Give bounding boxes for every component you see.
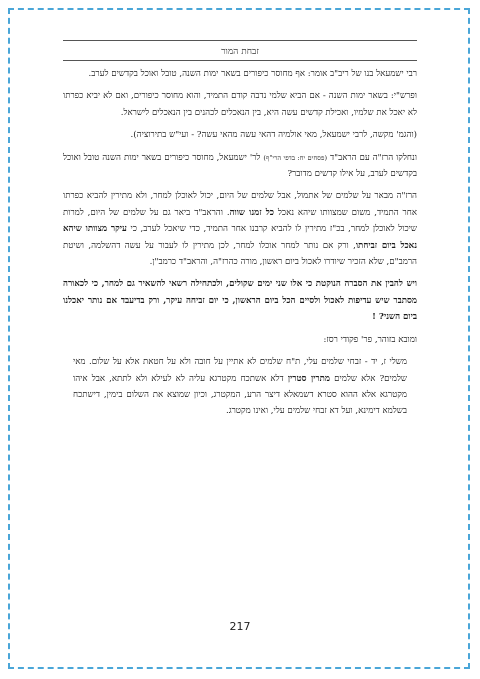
page-number: 217 xyxy=(229,620,251,633)
header-rule-top xyxy=(63,40,417,41)
paragraph-6 xyxy=(63,276,417,325)
zohar-quote xyxy=(63,354,417,420)
header-rule-bottom xyxy=(63,60,417,61)
quote-bold: מתרין סטרין xyxy=(287,373,330,384)
paragraph-4-text-a: ונחלקו הרז"ה עם הראב"ד xyxy=(327,152,418,163)
paragraph-5-text-a: הרז"ה מבאר על שלמים של אתמול, אבל שלמים של היום, יכול לאוכלן למחר, ולא מתירין להביא כפרתו אחר התמיד, משום שמצוותו שיהא נאכל xyxy=(63,191,417,218)
quote-text-a: משלי ז, יד - זבחי שלמים עלי, ת"ח שלמים לא אתיין על חובה ולא על חטאת אלא על שלום. מאי שלמים? אלא שלמים xyxy=(73,357,407,384)
source-citation: (פסחים יח: בדפי הרי"ף) xyxy=(263,153,328,162)
paragraph-1: רבי ישמעאל בנו של ריב"ב אומר: אף מחוסר כיפורים בשאר ימות השנה, טובל ואוכל בקדשים לערב. xyxy=(88,69,417,79)
paragraph-4-text-b: לר' ישמעאל, מחוסר כיפורים בשאר ימות השנה טובל ואוכל בקדשים לערב, על אילו קדשים מדובר? xyxy=(63,152,417,180)
document-body xyxy=(63,66,417,426)
paragraph-5-bold-1: כל זמנו שווה xyxy=(229,207,274,218)
paragraph-6-bold: ויש להבין את הסברה הנוקטת כי אלו שני ימים שקולים, ולכתחילה רשאי להשאיר גם למחר, כי לכאורה מסתבר שיש עדיפות לאכול ולסיים הכל ביום הראשון, כי יום זביחה עיקר, ורק בדיעבד אם נותר יאכלנו ביום השני? ! xyxy=(63,279,417,323)
paragraph-3: (והגמ' מקשה, לרבי ישמעאל, מאי אולמיה דהאי עשה מהאי עשה? - ועי"ש בתירוציה). xyxy=(130,130,417,141)
paragraph-2: ופרש"י: בשאר ימות השנה - אם הביא שלמי נדבה קודם התמיד, והוא מחוסר כיפורים, ואם לא יביא כפרתו לא יאכל את שלמיו, ואכילת קדשים עשה היא, בין הנאכלים לכהנים בין הנאכלים לישראל. xyxy=(63,91,417,118)
page-header-title: זבחת המור xyxy=(221,47,259,57)
paragraph-5-bold-2: עיקר מצוותו שיהא נאכל ביום זביחתו xyxy=(63,224,417,251)
paragraph-5-text-b: . והראב"ד ביאר גם על שלמים של היום, למרות שיכול לאוכלן למחר, בכ"ז מתירין לו להביא קרבנו אחר התמיד, כדי שיאכל לערב, כי xyxy=(63,207,418,235)
paragraph-5 xyxy=(63,188,417,270)
paragraph-5-text-c: , ורק אם נותר למחר אוכלו למחר, לכן מתירין לו לעבור על עשה דהשלמה, ושיטת הרמב"ם, שלא הזכיר שיודרו לאכול ביום ראשון, מורה כהרז"ה, והראב"ד כרמב"ן. xyxy=(63,240,417,268)
quote-text-b: דלא אשתכח מקטרגא עליה לא לעילא ולא לתתא, אבל איהו מקטרגא אלא ההוא סטרא דשמאלא דיצר הרע, המקטרג, וכיון שמוצא את השלום בימין, דישתכח בשלמא דימינא, ועל דא זבחי שלמים עלי, ואינו מקטרג. xyxy=(73,373,407,417)
paragraph-7: ומובא בזוהר, פר' פקודי רסז: xyxy=(323,334,417,345)
paragraph-4 xyxy=(63,150,417,183)
